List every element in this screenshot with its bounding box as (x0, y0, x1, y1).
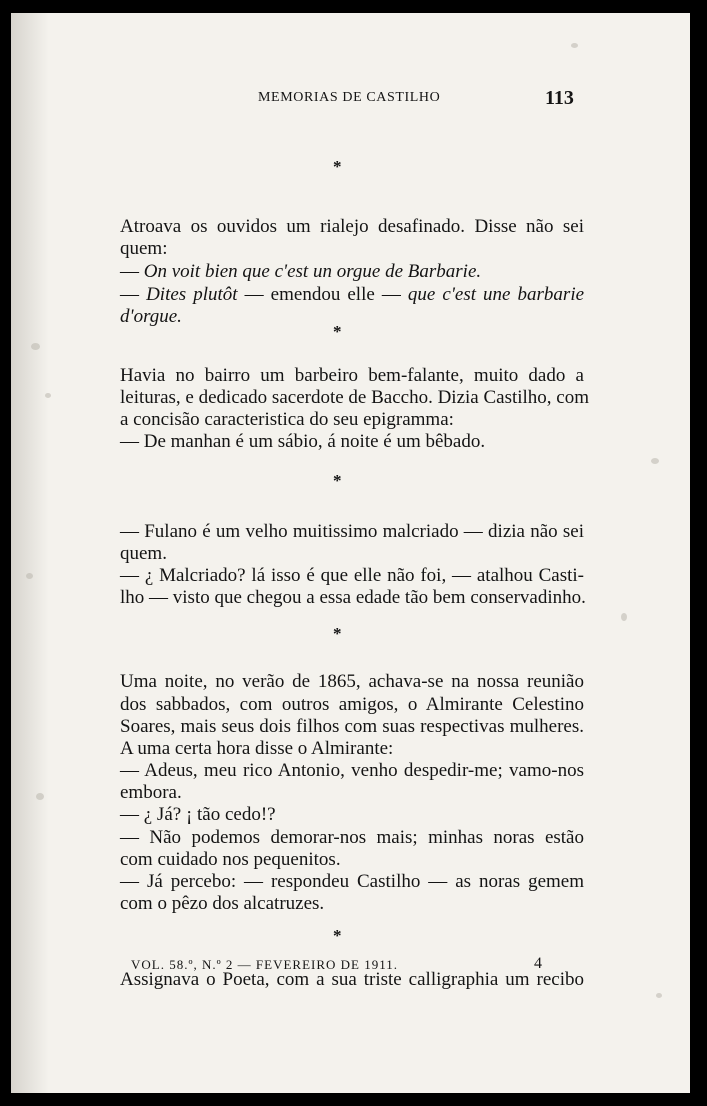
text-line: Soares, mais seus dois filhos com suas respectivas mulheres. (120, 716, 584, 737)
text-line: — Adeus, meu rico Antonio, venho despedir-me; vamo-nos (120, 760, 584, 781)
text-line: lho — visto que chegou a essa edade tão bem conservadinho. (120, 587, 586, 608)
text-line: — De manhan é um sábio, á noite é um bêbado. (120, 431, 486, 452)
section-divider-asterisk: * (333, 471, 342, 490)
text-line: embora. (120, 782, 182, 803)
text-line: quem. (120, 543, 167, 564)
text-line: a concisão caracteristica do seu epigramma: (120, 409, 454, 430)
text-line: Havia no bairro um barbeiro bem-falante, muito dado a (120, 365, 584, 386)
section-divider-asterisk: * (333, 624, 342, 643)
paper-speck (36, 793, 44, 800)
signature-mark: 4 (534, 955, 542, 972)
text-line: Uma noite, no verão de 1865, achava-se na nossa reunião (120, 671, 584, 692)
document-page (11, 13, 690, 1093)
text-line: com o pêzo dos alcatruzes. (120, 893, 325, 914)
text-line: dos sabbados, com outros amigos, o Almirante Celestino (120, 694, 584, 715)
text-line: — Fulano é um velho muitissimo malcriado — dizia não sei (120, 521, 584, 542)
paper-speck (26, 573, 33, 579)
paper-speck (31, 343, 40, 350)
text-line: com cuidado nos pequenitos. (120, 849, 341, 870)
paper-speck (571, 43, 578, 48)
section-divider-asterisk: * (333, 322, 342, 341)
page-number: 113 (545, 87, 574, 109)
running-header-title: MEMORIAS DE CASTILHO (258, 90, 441, 105)
paper-speck (651, 458, 659, 464)
text-line: — ¿ Malcriado? lá isso é que elle não foi, — atalhou Casti- (120, 565, 584, 586)
text-line: Assignava o Poeta, com a sua triste calligraphia um recibo (120, 969, 584, 990)
text-line: — ¿ Já? ¡ tão cedo!? (120, 804, 276, 825)
text-line: d'orgue. (120, 306, 182, 327)
text-line: A uma certa hora disse o Almirante: (120, 738, 394, 759)
section-divider-asterisk: * (333, 926, 342, 945)
text-line: quem: (120, 238, 168, 259)
section-divider-asterisk: * (333, 157, 342, 176)
text-line: — Dites plutôt — emendou elle — que c'est une barbarie (120, 284, 585, 305)
page-gutter-shadow (11, 13, 49, 1093)
paper-speck (621, 613, 627, 621)
text-line: — Já percebo: — respondeu Castilho — as noras gemem (120, 871, 584, 892)
footer-volume-info: VOL. 58.º, N.º 2 — FEVEREIRO DE 1911. (131, 957, 399, 972)
paper-speck (45, 393, 51, 398)
text-line: — Não podemos demorar-nos mais; minhas noras estão (120, 827, 584, 848)
text-line: leituras, e dedicado sacerdote de Baccho. Dizia Castilho, com (120, 387, 590, 408)
paper-speck (656, 993, 662, 998)
text-line: — On voit bien que c'est un orgue de Barbarie. (120, 261, 482, 282)
text-line: Atroava os ouvidos um rialejo desafinado. Disse não sei (120, 216, 584, 237)
